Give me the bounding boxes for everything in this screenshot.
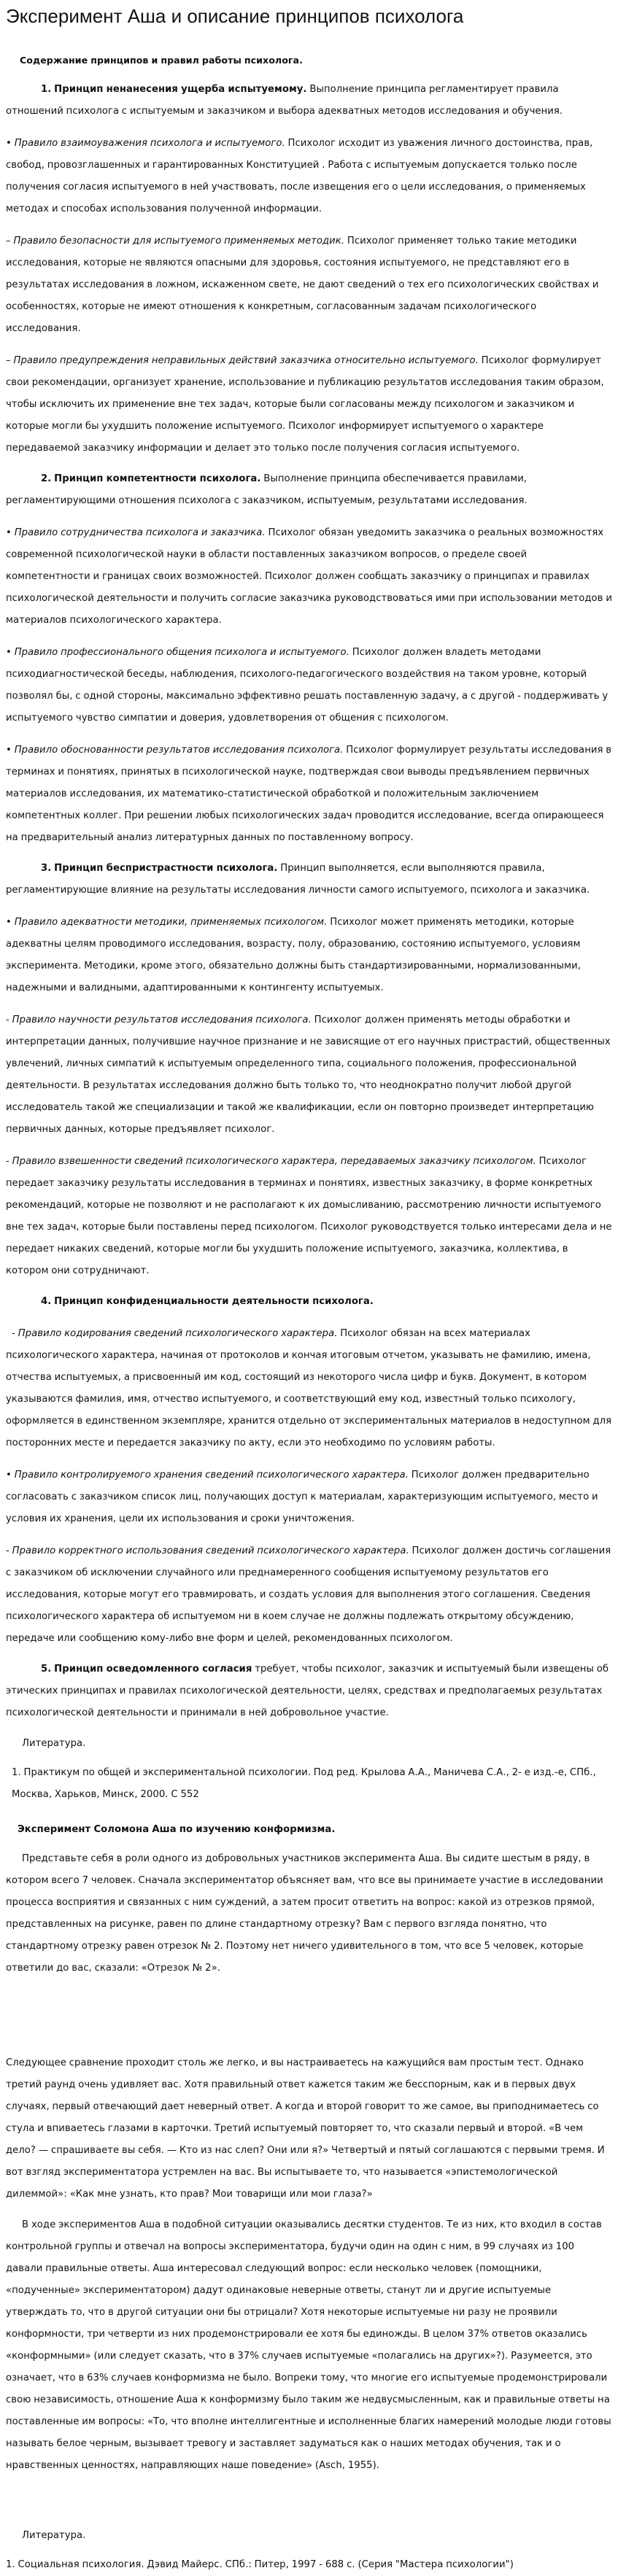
principle-heading [6, 858, 612, 901]
page-title: Эксперимент Аша и описание принципов психолога [6, 5, 464, 27]
principle-description: Выполнение принципа регламентирует правила отношений психолога с испытуемым и заказчиком и выбора адекватных методов исследования и обучения. [6, 84, 563, 117]
rule-name: Правило корректного использования сведений психологического характера. [12, 1545, 409, 1556]
principle-number: 1. [41, 84, 52, 95]
bullet-marker: • [6, 1470, 12, 1481]
principle-section [6, 1659, 612, 1724]
principle-description: требует, чтобы психолог, заказчик и испытуемый были извещены об этических принципах и правилах психологической деятельности, целях, средствах и предполагаемых результатах психологической деятельности и принимали в ней добровольное участие. [6, 1664, 609, 1718]
rule-paragraph [6, 912, 612, 999]
rule-text: Психолог должен владеть методами психодиагностической беседы, наблюдения, психолого-педагогического воздействия на таком уровне, который позволял бы, с одной стороны, максимально эффективно решать поставленную задачу, а с другой - поддерживать у испытуемого чувство симпатии и доверия, удовлетворения от общения с психологом. [6, 647, 609, 723]
spacer [6, 2477, 612, 2525]
bullet-marker: • [6, 527, 12, 538]
rule-name: Правило контролируемого хранения сведений психологического характера. [14, 1470, 409, 1481]
rule-paragraph [6, 1540, 612, 1650]
rule-text: Психолог должен достичь соглашения с заказчиком об исключении случайного или преднамеренного сообщения испытуемому результатов его исследования, которые могут его травмировать, и создать условия для выполнения этого соглашения. Сведения психологического характера об испытуемом ни в коем случае не должны подлежать открытому обсуждению, передаче или сообщению кому-либо вне форм и целей, рекомендованных психологом. [6, 1545, 611, 1644]
principle-section [6, 468, 612, 849]
bullet-marker: • [6, 647, 12, 658]
rule-paragraph [6, 1323, 612, 1454]
spacer [6, 1979, 612, 2052]
experiment-heading: Эксперимент Соломона Аша по изучению конформизма. [18, 1824, 336, 1835]
principle-section [6, 1291, 612, 1650]
principles-list [6, 79, 612, 1724]
principle-heading [6, 1659, 612, 1724]
rule-text: Психолог обязан на всех материалах психологического характера, начиная от протоколов и кончая итоговым отчетом, указывать не фамилию, имена, отчества испытуемых, а присвоенный им код, состоящий из некоторого числа цифр и букв. Документ, в котором указываются фамилия, имя, отчество испытуемого, и соответствующий ему код, известный только психологу, оформляется в единственном экземпляре, хранится отдельно от экспериментальных материалов в недоступном для посторонних месте и передается заказчику по акту, если это необходимо по условиям работы. [6, 1328, 612, 1448]
rule-name: Правило взвешенности сведений психологического характера, передаваемых заказчику психологом. [12, 1156, 536, 1167]
rule-name: Правило научности результатов исследования психолога. [12, 1015, 312, 1025]
literature-heading-1: Литература. [22, 1738, 86, 1749]
bullet-marker: - [6, 1545, 9, 1556]
principle-name: Принцип беспристрастности психолога. [54, 863, 278, 874]
rule-text: Психолог применяет только такие методики исследования, которые не являются опасными для здоровья, состояния испытуемого, не представляют его в результатах исследования в ложном, искаженном свете, не дают сведений о тех его психологических свойствах и особенностях, которые не имеют отношения к конкретным, согласованным задачам психологического исследования. [6, 236, 599, 334]
rule-name: Правило предупреждения неправильных действий заказчика относительно испытуемого. [13, 355, 479, 366]
rule-paragraph [6, 133, 612, 220]
principle-section [6, 858, 612, 1282]
document-page [0, 3, 618, 2576]
rule-text: Психолог передает заказчику результаты исследования в терминах и понятиях, известных заказчику, в форме конкретных рекомендаций, которые не позволяют и не располагают к их домысливанию, рассмотрению личности испытуемого вне тех задач, которые были поставлены перед психологом. Психолог руководствуется только интересами дела и не передает никаких сведений, которые могли бы ухудшить положение испытуемого, заказчика, коллектива, в котором они сотрудничают. [6, 1156, 612, 1276]
principle-section [6, 79, 612, 459]
rule-paragraph [6, 642, 612, 729]
principle-description: Выполнение принципа обеспечивается правилами, регламентирующими отношения психолога с заказчиком, испытуемым, результатами исследования. [6, 473, 528, 506]
bullet-marker: • [6, 138, 12, 149]
rule-paragraph [6, 740, 612, 849]
rule-text: Психолог должен применять методы обработки и интерпретации данных, получившие научное признание и не зависящие от его научных пристрастий, общественных увлечений, личных симпатий к испытуемым определенного типа, социального положения, профессиональной деятельности. В результатах исследования должно быть только то, что неоднократно получит любой другой исследователь такой же специализации и такой же квалификации, если он повторно произведет интерпретацию первичных данных, которые предъявляет психолог. [6, 1015, 611, 1135]
experiment-paragraph-3: В ходе экспериментов Аша в подобной ситуации оказывались десятки студентов. Те из них, кто входил в состав контрольной группы и отвечал на вопросы экспериментатора, будучи один на один с ним, в 99 случаях из 100 давали правильные ответы. Аша интересовал следующий вопрос: если несколько человек (помощники, «подученные» экспериментатором) дадут одинаковые неверные ответы, станут ли и другие испытуемые утверждать то, что в другой ситуации они бы отрицали? Хотя некоторые испытуемые ни разу не проявили конформности, три четверти из них продемонстрировали ее хотя бы единожды. В целом 37% ответов оказались «конформными» (или следует сказать, что в 37% случаев испытуемые «полагались на других»?). Разумеется, это означает, что в 63% случаев конформизма не было. Вопреки тому, что многие его испытуемые продемонстрировали свою независимость, отношение Аша к конформизму было таким же недвусмысленным, как и правильные ответы на поставленные им вопросы: «То, что вполне интеллигентные и исполненные благих намерений молодые люди готовы называть белое черным, вызывает тревогу и заставляет задуматься как о наших методах обучения, так и о нравственных ценностях, направляющих наше поведение» (Asch, 1955). [6, 2219, 611, 2471]
principle-number: 5. [41, 1664, 52, 1675]
rule-paragraph [6, 1009, 612, 1141]
principle-number: 3. [41, 863, 52, 874]
bullet-marker: – [6, 236, 11, 247]
bullet-marker: • [6, 917, 12, 928]
principle-number: 2. [41, 473, 52, 484]
experiment-paragraph-2: Следующее сравнение проходит столь же легко, и вы настраиваетесь на кажущийся вам простым тест. Однако третий раунд очень удивляет вас. Хотя правильный ответ кажется таким же бесспорным, как и в первых двух случаях, первый отвечающий дает неверный ответ. А когда и второй говорит то же самое, вы приподнимаетесь со стула и впиваетесь глазами в карточки. Третий испытуемый повторяет то, что сказали первый и второй. «В чем дело? — спрашиваете вы себя. — Кто из нас слеп? Они или я?» Четвертый и пятый соглашаются с первыми тремя. И вот взгляд экспериментатора устремлен на вас. Вы испытываете то, что называется «эпистемологической дилеммой»: «Как мне узнать, кто прав? Мои товарищи или мои глаза?» [6, 2057, 605, 2200]
principle-heading [6, 1291, 612, 1313]
principle-name: Принцип компетентности психолога. [54, 473, 261, 484]
rule-paragraph [6, 230, 612, 340]
literature-heading-2: Литература. [22, 2530, 86, 2541]
rule-name: Правило кодирования сведений психологического характера. [18, 1328, 338, 1339]
rule-text: Психолог формулирует свои рекомендации, организует хранение, использование и публикацию результатов исследования таким образом, чтобы исключить их применение вне тех задач, которые были согласованы между психологом и заказчиком и которые могли бы ухудшить положение испытуемого. Психолог информирует испытуемого о характере передаваемой заказчику информации и делает это только после получения согласия испытуемого. [6, 355, 604, 454]
rule-text: Психолог формулирует результаты исследования в терминах и понятиях, принятых в психологической науке, подтверждая свои выводы предъявлением первичных материалов исследования, их математико-статистической обработкой и положительным заключением компетентных коллег. При решении любых психологических задач проводится исследование, всегда опирающееся на предварительный анализ литературных данных по поставленному вопросу. [6, 745, 612, 843]
bullet-marker: – [6, 355, 11, 366]
rule-name: Правило адекватности методики, применяемых психологом. [14, 917, 328, 928]
principle-heading [6, 79, 612, 123]
rule-text: Психолог должен предварительно согласовать с заказчиком список лиц, получающих доступ к материалам, характеризующим испытуемого, место и условия их хранения, цели их использования и сроки уничтожения. [6, 1470, 598, 1524]
rule-text: Психолог исходит из уважения личного достоинства, прав, свобод, провозглашенных и гарантированных Конституцией . Работа с испытуемым допускается только после получения согласия испытуемого в ней участвовать, после извещения его о цели исследования, о применяемых методах и способах использования полученной информации. [6, 138, 593, 214]
principle-name: Принцип конфиденциальности деятельности психолога. [54, 1296, 374, 1307]
rule-paragraph [6, 350, 612, 459]
rule-text: Психолог может применять методики, которые адекватны целям проводимого исследования, возрасту, полу, образованию, состоянию испытуемого, условиям эксперимента. Методики, кроме этого, обязательно должны быть стандартизированными, нормализованными, надежными и валидными, адаптированными к контингенту испытуемых. [6, 917, 581, 993]
rule-name: Правило обоснованности результатов исследования психолога. [14, 745, 344, 756]
literature-item: 1. Социальная психология. Дэвид Майерс. СПб.: Питер, 1997 - 688 с. (Серия "Мастера психологии") [6, 2559, 514, 2570]
principle-name: Принцип ненанесения ущерба испытуемому. [54, 84, 307, 95]
literature-item: 1. Практикум по общей и экспериментальной психологии. Под ред. Крылова А.А., Маничева С.А., 2- е изд.-е, СПб., Москва, Харьков, Минск, 2000. С 552 [12, 1767, 596, 1800]
experiment-paragraph-1: Представьте себя в роли одного из добровольных участников эксперимента Аша. Вы сидите шестым в ряду, в котором всего 7 человек. Сначала экспериментатор объясняет вам, что все вы принимаете участие в исследовании процесса восприятия и связанных с ним суждений, а затем просит ответить на вопрос: какой из отрезков прямой, представленных на рисунке, равен по длине стандартному отрезку? Вам с первого взгляда понятно, что стандартному отрезку равен отрезок № 2. Поэтому нет ничего удивительного в том, что все 5 человек, которые ответили до вас, сказали: «Отрезок № 2». [6, 1853, 603, 1974]
rule-text: Психолог обязан уведомить заказчика о реальных возможностях современной психологической науки в области поставленных заказчиком вопросов, о пределе своей компетентности и границах своих возможностей. Психолог должен сообщать заказчику о принципах и правилах психологической деятельности и получить согласие заказчика руководствоваться ими при использовании методов и материалов психологического характера. [6, 527, 612, 626]
rule-paragraph [6, 522, 612, 632]
rule-name: Правило профессионального общения психолога и испытуемого. [14, 647, 349, 658]
rule-name: Правило сотрудничества психолога и заказчика. [14, 527, 266, 538]
principle-name: Принцип осведомленного согласия [54, 1664, 252, 1675]
bullet-marker: - [6, 1328, 15, 1339]
toc-heading: Содержание принципов и правил работы психолога. [20, 55, 303, 66]
principle-heading [6, 468, 612, 512]
rule-paragraph [6, 1464, 612, 1530]
principle-description: Принцип выполняется, если выполняются правила, регламентирующие влияние на результаты исследования личности самого испытуемого, психолога и заказчика. [6, 863, 590, 896]
bullet-marker: • [6, 745, 12, 756]
bullet-marker: - [6, 1156, 9, 1167]
rule-name: Правило взаимоуважения психолога и испытуемого. [14, 138, 285, 149]
bullet-marker: - [6, 1015, 9, 1025]
rule-paragraph [6, 1151, 612, 1282]
principle-number: 4. [41, 1296, 52, 1307]
rule-name: Правило безопасности для испытуемого применяемых методик. [13, 236, 345, 247]
